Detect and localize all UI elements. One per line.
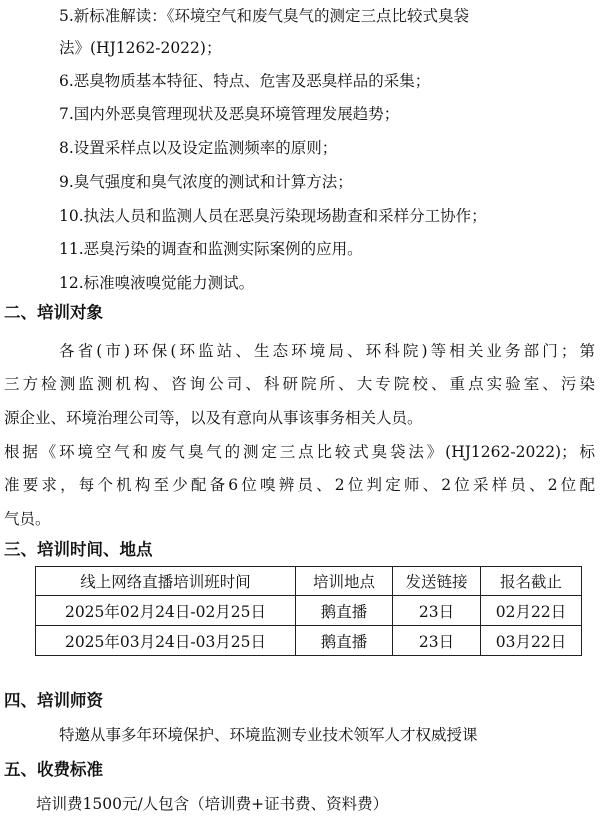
table-header-row: [36, 567, 582, 596]
table-row: [36, 596, 582, 626]
table-header-cell: 线上网络直播培训班时间: [36, 567, 296, 596]
table-cell-location: 鹅直播: [296, 596, 393, 626]
topic-item-5-line1: 5.新标准解读：《环境空气和废气臭气的测定三点比较式臭袋: [59, 7, 470, 25]
table-cell-location: 鹅直播: [296, 626, 393, 656]
topic-item-7: 7.国内外恶臭管理现状及恶臭环境管理发展趋势；: [59, 105, 400, 123]
audience-paragraph-line: 三方检测监测机构、咨询公司、科研院所、大专院校、重点实验室、污染: [4, 375, 595, 393]
topic-item-6: 6.恶臭物质基本特征、特点、危害及恶臭样品的采集；: [59, 72, 431, 90]
topic-item-12: 12.标准嗅液嗅觉能力测试。: [59, 274, 255, 292]
fees-text: 培训费1500元/人包含（培训费+证书费、资料费）: [36, 795, 389, 813]
topic-item-9: 9.臭气强度和臭气浓度的测试和计算方法；: [59, 173, 353, 191]
instructors-text: 特邀从事多年环境保护、环境监测专业技术领军人才权威授课: [59, 726, 478, 744]
table-cell-deadline: 03月22日: [481, 626, 582, 656]
topic-item-5-line2: 法》(HJ1262-2022)；: [59, 39, 222, 57]
topic-item-10: 10.执法人员和监测人员在恶臭污染现场勘查和采样分工协作；: [59, 207, 487, 225]
table-row: [36, 626, 582, 656]
section-heading-time-location: 三、培训时间、地点: [4, 540, 153, 559]
section-heading-instructors: 四、培训师资: [4, 691, 103, 710]
audience-paragraph-line: 源企业、环境治理公司等，以及有意向从事该事务相关人员。: [4, 409, 423, 427]
standard-requirement-line: 准要求，每个机构至少配备6位嗅辨员、2位判定师、2位采样员、2位配: [4, 476, 595, 494]
table-cell-link-day: 23日: [393, 626, 481, 656]
section-heading-training-audience: 二、培训对象: [4, 303, 103, 322]
standard-requirement-line: 气员。: [4, 510, 51, 528]
topic-item-8: 8.设置采样点以及设定监测频率的原则；: [59, 139, 338, 157]
table-cell-link-day: 23日: [393, 596, 481, 626]
topic-item-11: 11.恶臭污染的调查和监测实际案例的应用。: [59, 240, 363, 258]
standard-requirement-line: 根据《环境空气和废气臭气的测定三点比较式臭袋法》(HJ1262-2022)；标: [4, 443, 595, 461]
table-cell-date-range: 2025年02月24日-02月25日: [36, 596, 296, 626]
table-header-cell: 培训地点: [296, 567, 393, 596]
table-header-cell: 报名截止: [481, 567, 582, 596]
schedule-table: [35, 566, 582, 656]
table-header-cell: 发送链接: [393, 567, 481, 596]
section-heading-fees: 五、收费标准: [4, 760, 103, 779]
table-cell-date-range: 2025年03月24日-03月25日: [36, 626, 296, 656]
audience-paragraph-line: 各省(市)环保(环监站、生态环境局、环科院)等相关业务部门；第: [59, 342, 595, 360]
table-cell-deadline: 02月22日: [481, 596, 582, 626]
